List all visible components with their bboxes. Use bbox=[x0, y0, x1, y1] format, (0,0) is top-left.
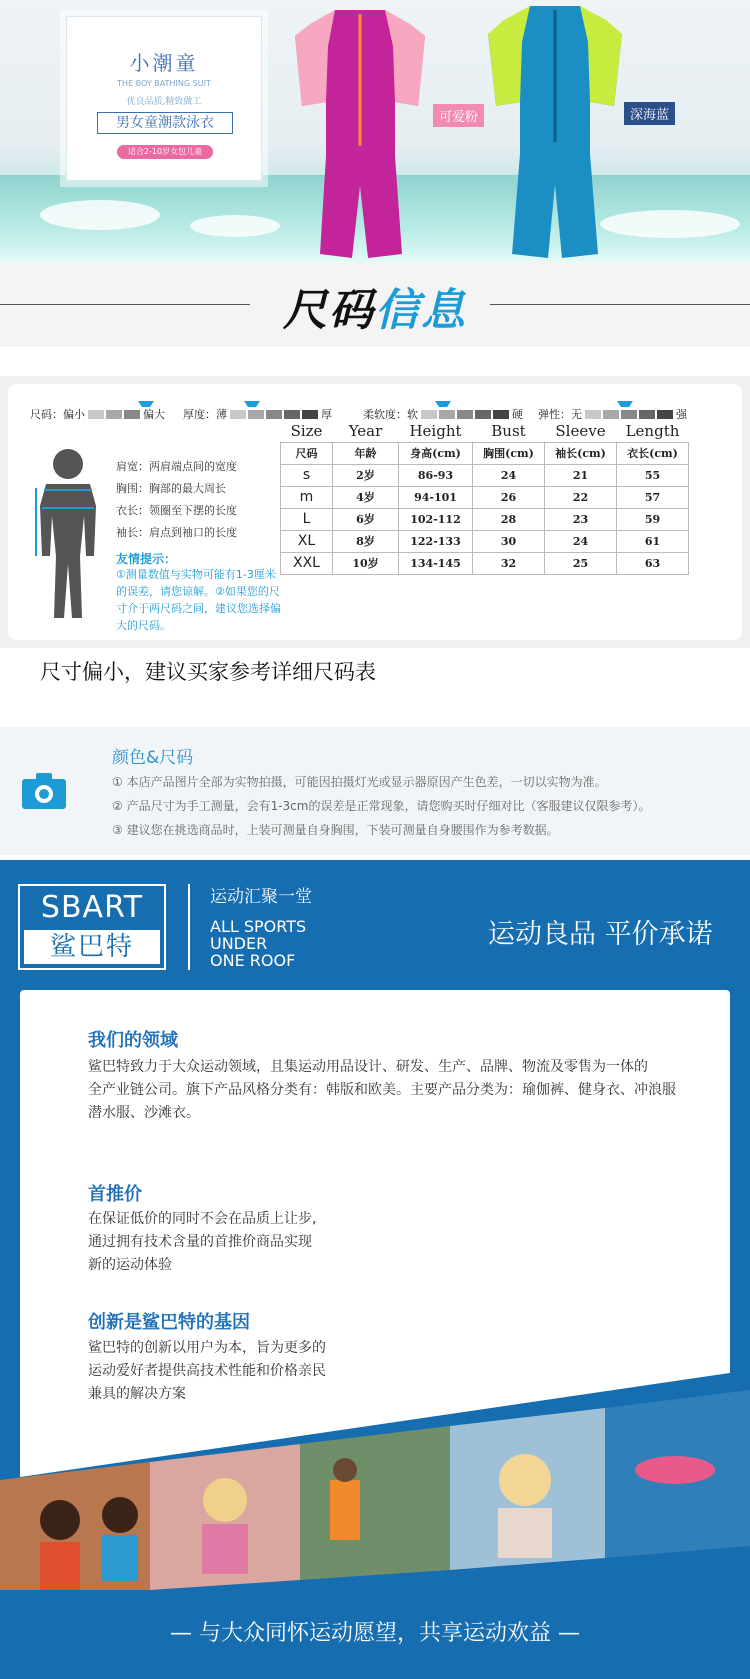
scale-segment bbox=[457, 410, 473, 419]
brand-logo bbox=[18, 884, 166, 970]
brand-subtitle-en: THE BOY BATHING SUIT bbox=[117, 79, 211, 88]
scale-label: 厚度：薄 bbox=[183, 408, 227, 421]
table-cell: 28 bbox=[473, 508, 545, 530]
color-size-line: ① 本店产品图片全部为实物拍摄，可能因拍摄灯光或显示器原因产生色差，一切以实物为准。 bbox=[112, 775, 607, 789]
size-cell: XXL bbox=[281, 552, 333, 574]
size-cell: m bbox=[281, 486, 333, 508]
column-header-en: Year bbox=[348, 421, 383, 440]
table-header-en bbox=[281, 420, 689, 442]
table-cell: 24 bbox=[473, 464, 545, 486]
scale-segment bbox=[302, 410, 318, 419]
table-cell: 6岁 bbox=[333, 508, 399, 530]
scale-end-label: 强 bbox=[676, 408, 687, 421]
scale-marker-icon bbox=[435, 401, 451, 410]
slogan-en-line: ONE ROOF bbox=[210, 951, 296, 970]
scale-segment bbox=[106, 410, 122, 419]
scale-end-label: 偏大 bbox=[143, 408, 165, 421]
tips-heading: 友情提示： bbox=[116, 552, 177, 566]
scale-segment bbox=[124, 410, 140, 419]
color-size-line: ③ 建议您在挑选商品时，上装可测量自身胸围，下装可测量自身腰围作为参考数据。 bbox=[112, 823, 559, 837]
scale-bar bbox=[585, 410, 673, 419]
section-heading: 创新是鲨巴特的基因 bbox=[88, 1312, 250, 1333]
scale-segment bbox=[421, 410, 437, 419]
variant-blue-label: 深海蓝 bbox=[624, 102, 675, 125]
scale-segment bbox=[657, 410, 673, 419]
scale-bar bbox=[230, 410, 318, 419]
table-cell: 32 bbox=[473, 552, 545, 574]
text-line: 通过拥有技术含量的首推价商品实现 bbox=[88, 1234, 312, 1250]
table-body bbox=[281, 442, 689, 574]
size-card bbox=[8, 384, 742, 640]
text-line: 潜水服、沙滩衣。 bbox=[88, 1105, 200, 1121]
column-header-zh: 袖长(cm) bbox=[545, 442, 617, 464]
column-header-zh: 年龄 bbox=[333, 442, 399, 464]
color-size-heading: 颜色&尺码 bbox=[112, 748, 194, 768]
brand-card bbox=[66, 16, 262, 181]
hero-headline: 男女童潮款泳衣 bbox=[97, 112, 233, 134]
scale-label: 弹性：无 bbox=[538, 408, 582, 421]
table-cell: 10岁 bbox=[333, 552, 399, 574]
title-part1: 尺码 bbox=[283, 285, 375, 336]
footer-slogan: — 与大众同怀运动愿望，共享运动欢益 — bbox=[170, 1621, 580, 1646]
scale-segment bbox=[639, 410, 655, 419]
section-heading: 首推价 bbox=[88, 1184, 142, 1205]
text-line: 兼具的解决方案 bbox=[88, 1386, 186, 1402]
brand-slogan: 运动汇聚一堂 bbox=[210, 887, 312, 907]
column-header-zh: 胸围(cm) bbox=[473, 442, 545, 464]
table-cell: 57 bbox=[617, 486, 689, 508]
age-badge: 适合2-10岁女包儿童 bbox=[117, 145, 213, 159]
scale-marker-icon bbox=[617, 401, 633, 410]
table-cell: 2岁 bbox=[333, 464, 399, 486]
slogan-en-line: UNDER bbox=[210, 934, 268, 953]
table-cell: 61 bbox=[617, 530, 689, 552]
size-info-title bbox=[0, 274, 750, 338]
table-row bbox=[281, 464, 689, 486]
table-row bbox=[281, 530, 689, 552]
scale-segment bbox=[493, 410, 509, 419]
column-header-zh: 尺码 bbox=[281, 442, 333, 464]
scale-segment bbox=[603, 410, 619, 419]
footer-band bbox=[0, 1590, 750, 1679]
table-cell: 26 bbox=[473, 486, 545, 508]
color-size-section bbox=[0, 727, 750, 855]
scale-segment bbox=[88, 410, 104, 419]
table-cell: 8岁 bbox=[333, 530, 399, 552]
logo-zh: 鲨巴特 bbox=[24, 930, 160, 964]
column-header-zh: 身高(cm) bbox=[399, 442, 473, 464]
hero-banner bbox=[0, 0, 750, 262]
size-cell: XL bbox=[281, 530, 333, 552]
variant-pink-label: 可爱粉 bbox=[433, 104, 484, 127]
table-cell: 55 bbox=[617, 464, 689, 486]
text-line: 新的运动体验 bbox=[88, 1257, 172, 1273]
table-cell: 63 bbox=[617, 552, 689, 574]
text-line: 全产业链公司。旗下产品风格分类有：韩版和欧美。主要产品分类为：瑜伽裤、健身衣、冲浪服 bbox=[88, 1082, 676, 1098]
scale-bar bbox=[88, 410, 140, 419]
scale-marker-icon bbox=[244, 401, 260, 410]
scale-segment bbox=[439, 410, 455, 419]
section-text bbox=[88, 1056, 676, 1125]
table-cell: 86-93 bbox=[399, 464, 473, 486]
scale-segment bbox=[475, 410, 491, 419]
column-header-en: Bust bbox=[491, 421, 526, 440]
scale-end-label: 硬 bbox=[512, 408, 523, 421]
measure-shoulder: 肩宽：两肩端点间的宽度 bbox=[116, 460, 237, 473]
column-header-en: Sleeve bbox=[555, 421, 606, 440]
table-header-zh bbox=[281, 442, 689, 464]
scale-segment bbox=[248, 410, 264, 419]
scale-end-label: 厚 bbox=[321, 408, 332, 421]
scale-marker-icon bbox=[138, 401, 154, 410]
tips-text: ①测量数值与实物可能有1-3厘米的误差，请您谅解。②如果您的尺寸介于两尺码之间，建议您选择偏大的尺码。 bbox=[116, 568, 281, 632]
scale-label: 柔软度：软 bbox=[363, 408, 418, 421]
slogan-en-line: ALL SPORTS bbox=[210, 917, 307, 936]
table-cell: 122-133 bbox=[399, 530, 473, 552]
column-header-zh: 衣长(cm) bbox=[617, 442, 689, 464]
child-figure-illustration bbox=[28, 446, 108, 622]
table-cell: 22 bbox=[545, 486, 617, 508]
table-row bbox=[281, 552, 689, 574]
table-row bbox=[281, 486, 689, 508]
table-cell: 94-101 bbox=[399, 486, 473, 508]
title-part2: 信息 bbox=[375, 285, 467, 336]
scale-label: 尺码：偏小 bbox=[30, 408, 85, 421]
text-line: 鲨巴特致力于大众运动领域，且集运动用品设计、研发、生产、品牌、物流及零售为一体的 bbox=[88, 1059, 648, 1075]
camera-icon bbox=[22, 771, 66, 809]
divider bbox=[188, 884, 190, 970]
scale-segment bbox=[621, 410, 637, 419]
text-line: 鲨巴特的创新以用户为本，旨为更多的 bbox=[88, 1340, 326, 1356]
column-header-en: Length bbox=[625, 421, 680, 440]
table-cell: 4岁 bbox=[333, 486, 399, 508]
scale-segment bbox=[284, 410, 300, 419]
measure-sleeve: 袖长：肩点到袖口的长度 bbox=[116, 526, 237, 539]
column-header-en: Height bbox=[409, 421, 462, 440]
text-line: 运动爱好者提供高技术性能和价格亲民 bbox=[88, 1363, 326, 1379]
table-cell: 59 bbox=[617, 508, 689, 530]
table-cell: 21 bbox=[545, 464, 617, 486]
measure-length: 衣长：领圈至下摆的长度 bbox=[116, 504, 237, 517]
table-cell: 23 bbox=[545, 508, 617, 530]
size-info-title-band bbox=[0, 262, 750, 347]
scale-segment bbox=[230, 410, 246, 419]
scale-segment bbox=[266, 410, 282, 419]
blue-swimsuit-image bbox=[480, 2, 630, 260]
logo-en: SBART bbox=[40, 890, 144, 925]
measure-chest: 胸围：胸部的最大周长 bbox=[116, 482, 226, 495]
size-cell: L bbox=[281, 508, 333, 530]
size-section bbox=[0, 376, 750, 648]
table-cell: 134-145 bbox=[399, 552, 473, 574]
color-size-line: ② 产品尺寸为手工测量，会有1-3cm的误差是正常现象，请您购买时仔细对比（客服建议仅限参考）。 bbox=[112, 799, 651, 813]
size-table bbox=[280, 420, 689, 575]
scale-0 bbox=[30, 406, 165, 422]
scale-bar bbox=[421, 410, 509, 419]
brand-subtitle: 优良品质,精致做工 bbox=[126, 97, 202, 107]
size-note: 尺寸偏小，建议买家参考详细尺码表 bbox=[40, 660, 376, 684]
table-cell: 102-112 bbox=[399, 508, 473, 530]
foam bbox=[190, 215, 280, 237]
sports-photo-strip bbox=[0, 1330, 750, 1620]
text-line: 在保证低价的同时不会在品质上让步, bbox=[88, 1211, 317, 1227]
table-row bbox=[281, 508, 689, 530]
pink-swimsuit-image bbox=[290, 6, 430, 261]
size-cell: s bbox=[281, 464, 333, 486]
foam bbox=[40, 200, 160, 230]
column-header-en: Size bbox=[290, 421, 323, 440]
section-heading: 我们的领域 bbox=[88, 1030, 178, 1051]
table-cell: 25 bbox=[545, 552, 617, 574]
table-cell: 30 bbox=[473, 530, 545, 552]
section-text bbox=[88, 1208, 316, 1277]
photo-strip-art bbox=[0, 1330, 750, 1620]
scale-segment bbox=[585, 410, 601, 419]
table-cell: 24 bbox=[545, 530, 617, 552]
brand-title: 小潮童 bbox=[129, 51, 199, 75]
brand-promise: 运动良品 平价承诺 bbox=[488, 919, 713, 950]
